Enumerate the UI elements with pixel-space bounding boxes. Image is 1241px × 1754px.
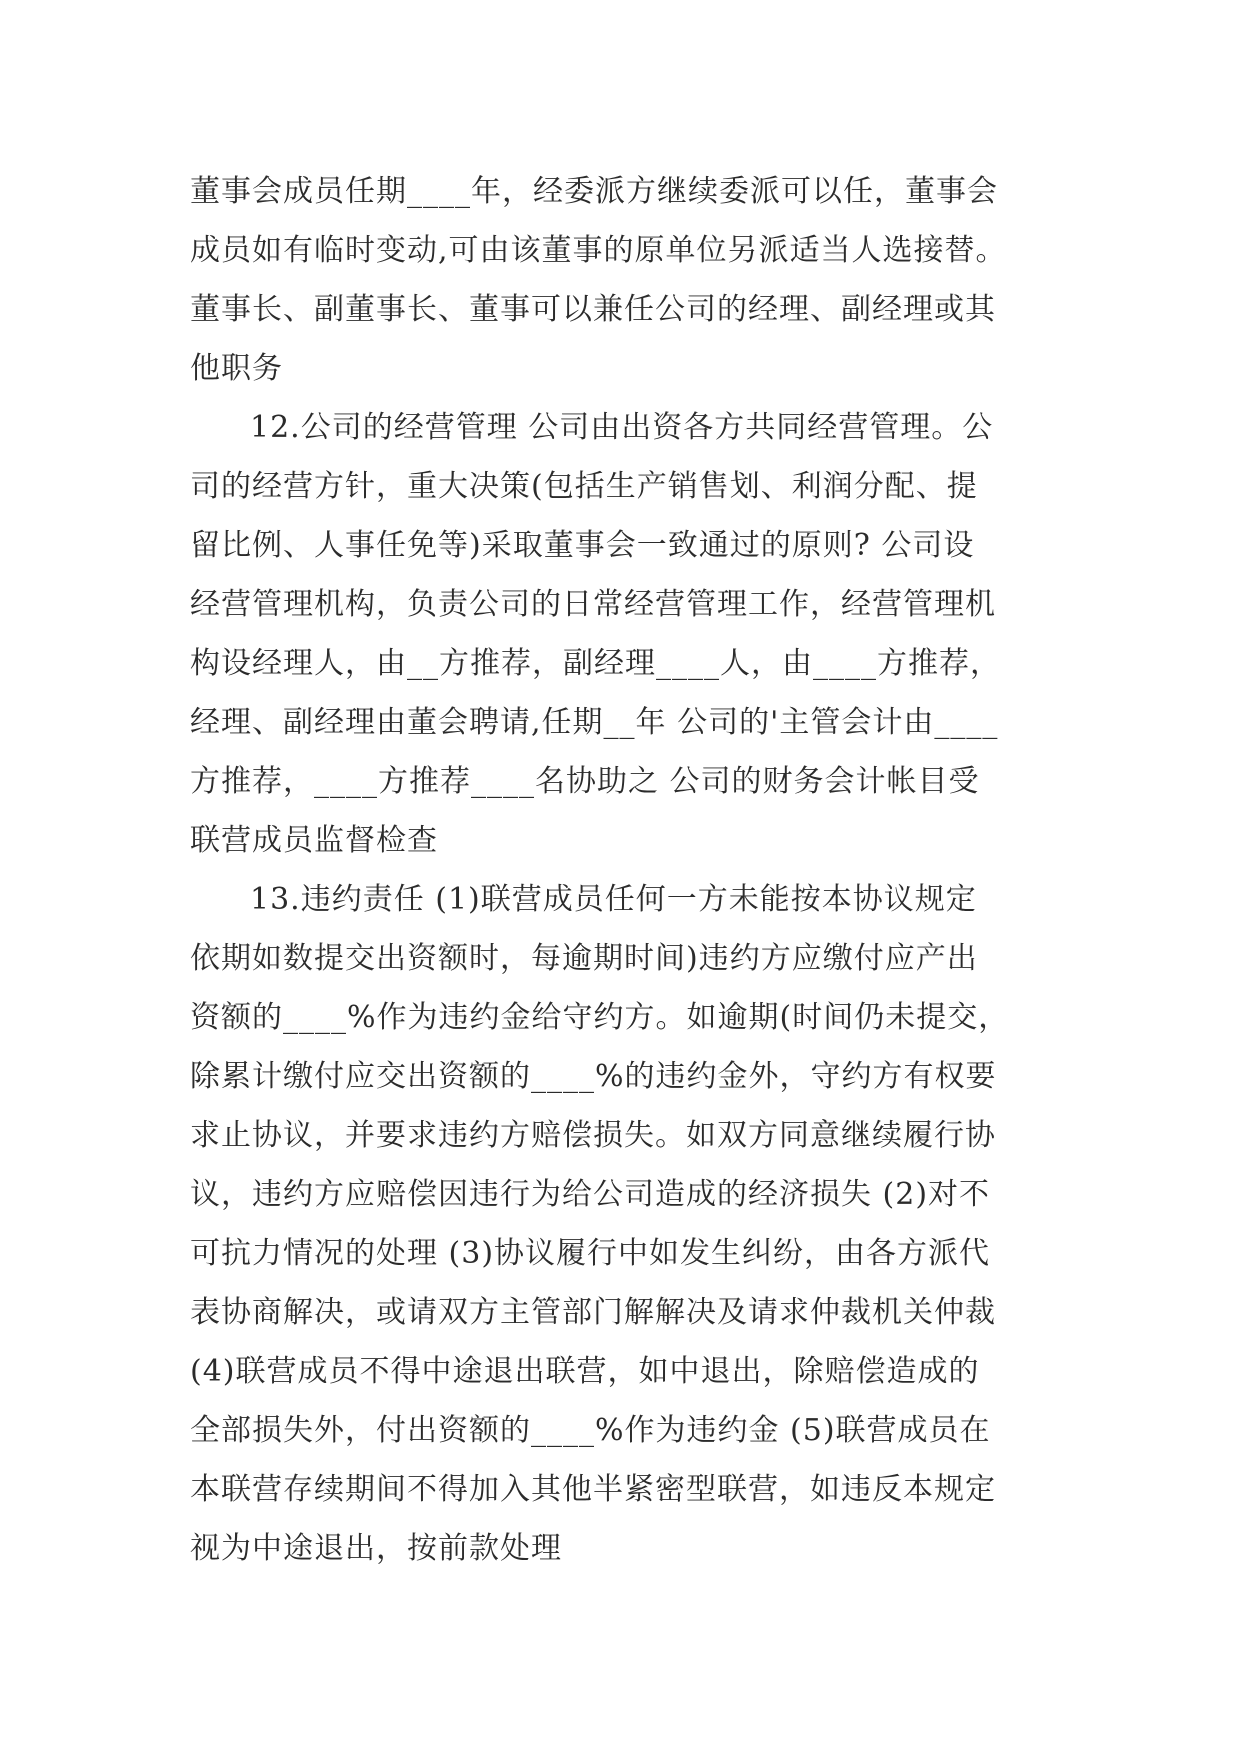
section-13-heading-line: 13.违约责任 (1)联营成员任何一方未能按本协议规定 <box>250 882 977 917</box>
text-line: 全部损失外，付出资额的____%作为违约金 (5)联营成员在 <box>190 1413 991 1448</box>
text-line: 本联营存续期间不得加入其他半紧密型联营，如违反本规定 <box>190 1472 996 1507</box>
document-body <box>190 162 1090 1578</box>
text-line: 可抗力情况的处理 (3)协议履行中如发生纠纷，由各方派代 <box>190 1236 991 1271</box>
text-line: 议，违约方应赔偿因违行为给公司造成的经济损失 (2)对不 <box>190 1177 991 1212</box>
text-line: 除累计缴付应交出资额的____%的违约金外，守约方有权要 <box>190 1059 997 1094</box>
text-line: 留比例、人事任免等)采取董事会一致通过的原则? 公司设 <box>190 528 975 563</box>
text-line: 成员如有临时变动,可由该董事的原单位另派适当人选接替。 <box>190 233 1007 268</box>
section-12-heading-line: 12.公司的经营管理 公司由出资各方共同经营管理。公 <box>250 410 994 445</box>
text-line: 方推荐，____方推荐____名协助之 公司的财务会计帐目受 <box>190 764 980 799</box>
text-line: 联营成员监督检查 <box>190 823 438 858</box>
text-line: 经理、副经理由董会聘请,任期__年 公司的'主管会计由____ <box>190 705 999 740</box>
text-line: 资额的____%作为违约金给守约方。如逾期(时间仍未提交， <box>190 1000 1010 1035</box>
text-line: 依期如数提交出资额时，每逾期时间)违约方应缴付应产出 <box>190 941 978 976</box>
text-line: 经营管理机构，负责公司的日常经营管理工作，经营管理机 <box>190 587 996 622</box>
text-line: 视为中途退出，按前款处理 <box>190 1531 562 1566</box>
text-line: 董事长、副董事长、董事可以兼任公司的经理、副经理或其 <box>190 292 996 327</box>
text-line: 司的经营方针，重大决策(包括生产销售划、利润分配、提 <box>190 469 978 504</box>
text-line: 董事会成员任期____年，经委派方继续委派可以任，董事会 <box>190 174 998 209</box>
text-line: 表协商解决，或请双方主管部门解解决及请求仲裁机关仲裁 <box>190 1295 996 1330</box>
text-line: 求止协议，并要求违约方赔偿损失。如双方同意继续履行协 <box>190 1118 996 1153</box>
text-line: 他职务 <box>190 351 283 386</box>
text-line: 构设经理人，由__方推荐，副经理____人，由____方推荐， <box>190 646 1001 681</box>
text-line: (4)联营成员不得中途退出联营，如中退出，除赔偿造成的 <box>190 1354 980 1389</box>
